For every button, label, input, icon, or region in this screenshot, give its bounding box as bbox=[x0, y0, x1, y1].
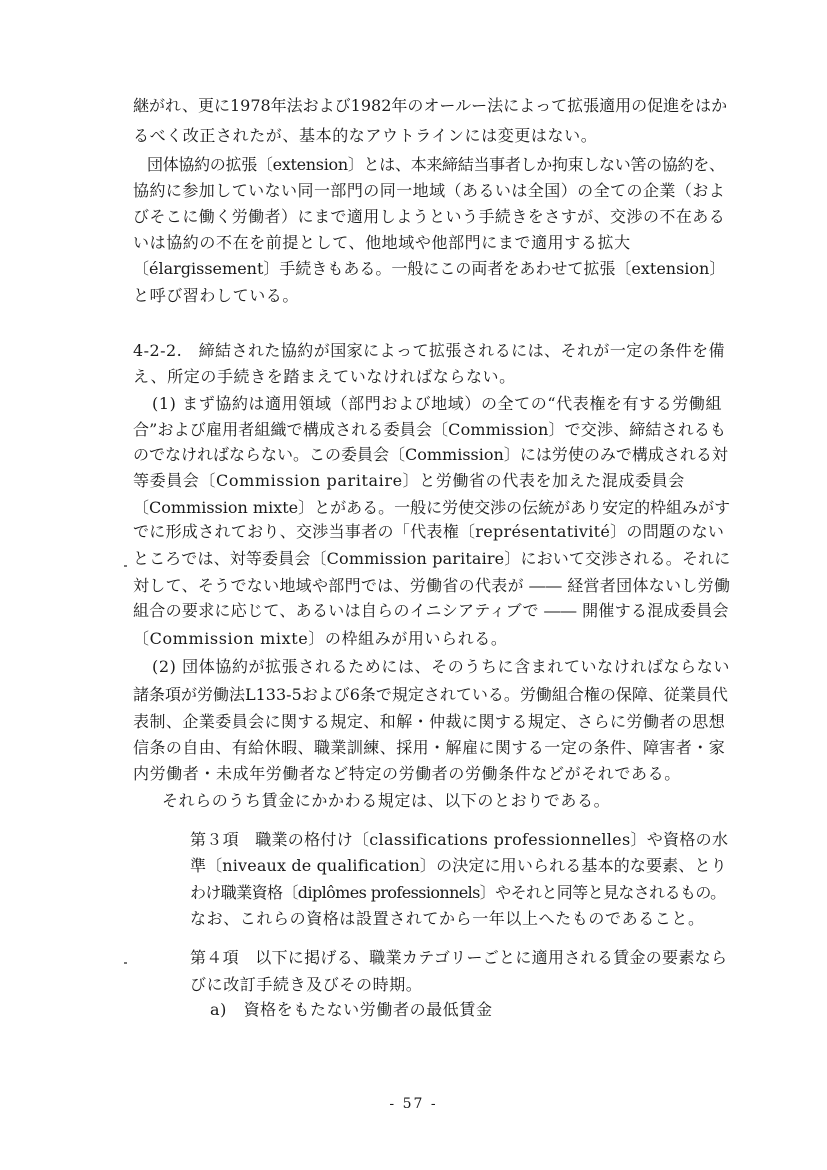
item-2-start: (2) 団体協約が拡張されるためには、そのうちに含まれていなければならない bbox=[152, 657, 730, 676]
clause-4-line-2: びに改訂手続き及びその時期。 bbox=[190, 975, 423, 994]
text-line-17: ところでは、対等委員会〔Commission paritaire〕において交渉される。それに bbox=[133, 549, 731, 568]
text-line-8: と呼び習わしている。 bbox=[133, 286, 300, 305]
clause-3-line-1: 第３項 職業の格付け〔classifications professionnelles〕や資格の水 bbox=[190, 830, 729, 849]
text-line-4: 協約に参加していない同一部門の同一地域（あるいは全国）の全ての企業（およ bbox=[133, 181, 726, 200]
scan-speck bbox=[124, 565, 127, 567]
text-line-5: びそこに働く労働者）にまで適用しようという手続きをさすが、交渉の不在ある bbox=[133, 207, 726, 226]
text-line-18: 対して、そうでない地域や部門では、労働省の代表が ―― 経営者団体ないし労働 bbox=[133, 576, 731, 595]
clause-4-item-a: a) 資格をもたない労働者の最低賃金 bbox=[210, 1000, 493, 1019]
section-heading-4-2-2: 4-2-2. 締結された協約が国家によって拡張されるには、それが一定の条件を備 bbox=[133, 341, 725, 360]
text-line-15: 〔Commission mixte〕とがある。一般に労使交渉の伝統があり安定的枠組みがす bbox=[133, 498, 731, 517]
text-line-19: 組合の要求に応じて、あるいは自らのイニシアティブで ―― 開催する混成委員会 bbox=[133, 601, 729, 620]
text-line-20: 〔Commission mixte〕の枠組みが用いられる。 bbox=[133, 629, 508, 648]
text-line-13: のでなければならない。この委員会〔Commission〕には労使のみで構成される対 bbox=[133, 445, 728, 464]
text-line-12: 合”および雇用者組織で構成される委員会〔Commission〕で交渉、締結されるも bbox=[133, 420, 727, 439]
text-line-1: 継がれ、更に1978年法および1982年のオールー法によって拡張適用の促進をはか bbox=[133, 96, 728, 115]
text-line-16: でに形成されており、交渉当事者の「代表権〔représentativité〕の問題のない bbox=[133, 522, 725, 541]
clause-3-line-2: 準〔niveaux de qualification〕の決定に用いられる基本的な要素、とり bbox=[190, 856, 727, 875]
item-1-start: (1) まず協約は適用領域（部門および地域）の全ての“代表権を有する労働組 bbox=[152, 394, 723, 413]
page-number: - 57 - bbox=[389, 1096, 438, 1112]
text-line-22: 諸条項が労働法L133-5および6条で規定されている。労働組合権の保障、従業員代 bbox=[133, 685, 728, 704]
scan-speck bbox=[124, 962, 127, 964]
text-line-2: るべく改正されたが、基本的なアウトラインには変更はない。 bbox=[133, 126, 598, 145]
text-line-25: 内労働者・未成年労働者など特定の労働者の労働条件などがそれである。 bbox=[133, 764, 681, 783]
clause-3-line-4: なお、これらの資格は設置されてから一年以上へたものであること。 bbox=[190, 909, 705, 928]
text-line-7: 〔élargissement〕手続きもある。一般にこの両者をあわせて拡張〔extension〕 bbox=[133, 259, 726, 278]
text-line-14: 等委員会〔Commission paritaire〕と労働省の代表を加えた混成委員会 bbox=[133, 471, 685, 490]
text-line-24: 信条の自由、有給休暇、職業訓練、採用・解雇に関する一定の条件、障害者・家 bbox=[133, 738, 726, 757]
text-line-6: いは協約の不在を前提として、他地域や他部門にまで適用する拡大 bbox=[133, 233, 631, 252]
clause-3-line-3: わけ職業資格〔diplômes professionnels〕やそれと同等と見なされるもの。 bbox=[190, 883, 726, 902]
text-line-10: え、所定の手続きを踏まえていなければならない。 bbox=[133, 367, 516, 386]
text-line-23: 表制、企業委員会に関する規定、和解・仲裁に関する規定、さらに労働者の思想 bbox=[133, 712, 726, 731]
text-line-3: 団体協約の拡張〔extension〕とは、本来締結当事者しか拘束しない筈の協約を、 bbox=[147, 155, 725, 174]
text-line-26: それらのうち賃金にかかわる規定は、以下のとおりである。 bbox=[162, 791, 611, 810]
clause-4-line-1: 第４項 以下に掲げる、職業カテゴリーごとに適用される賃金の要素なら bbox=[190, 948, 728, 967]
